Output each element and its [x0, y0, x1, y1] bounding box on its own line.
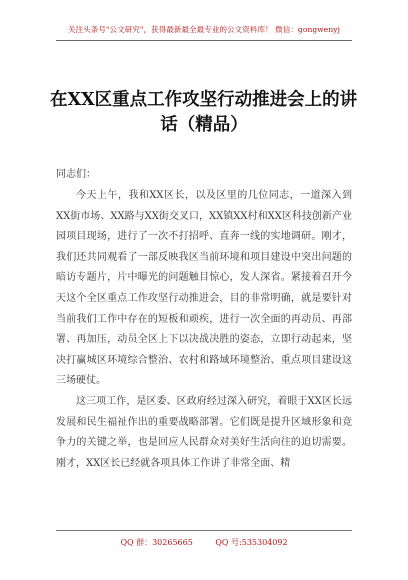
header-divider	[56, 40, 352, 41]
salutation: 同志们：	[56, 169, 96, 180]
body-text	[56, 186, 352, 474]
header-promo-note: 关注头条号"公文研究"，获得最新最全最专业的公文资料库！ 微信：gongwenyj	[67, 25, 341, 34]
footer-qq-group: QQ 群：30265665	[120, 538, 193, 547]
title-line-1: 在XX区重点工作攻坚行动推进会上的讲	[50, 90, 358, 110]
paragraph-1: 今天上午，我和XX区长，以及区里的几位同志，一道深入到XX街市场、XX路与XX街交叉口，XX镇XX村和XX区科技创新产业园项目现场，进行了一次不打招呼、直奔一线的实地调研。刚才，我们还共同观看了一部反映我区当前环境和项目建设中突出问题的暗访专题片，片中曝光的问题触目惊心，发人深省。紧接着召开今天这个全区重点工作攻坚行动推进会，目的非常明确，就是要针对当前我们工作中存在的短板和顽疾，进行一次全面的再动员、再部署、再加压，动员全区上下以决战决胜的姿态，立即行动起来，坚决打赢城区环境综合整治、农村和路域环境整治、重点项目建设这三场硬仗。	[56, 190, 352, 387]
document-title	[50, 88, 358, 138]
title-line-2: 话（精品）	[160, 115, 248, 135]
paragraph-2: 这三项工作，是区委、区政府经过深入研究，着眼于XX区长远发展和民生福祉作出的重要战略部署。它们既是提升区域形象和竞争力的关键之举，也是回应人民群众对美好生活向往的迫切需要。刚才，XX区长已经就各项具体工作讲了非常全面、精	[56, 395, 352, 469]
footer-qq-number: QQ 号:535304092	[215, 538, 288, 547]
footer-contact	[0, 537, 408, 548]
footer-divider	[56, 530, 352, 531]
